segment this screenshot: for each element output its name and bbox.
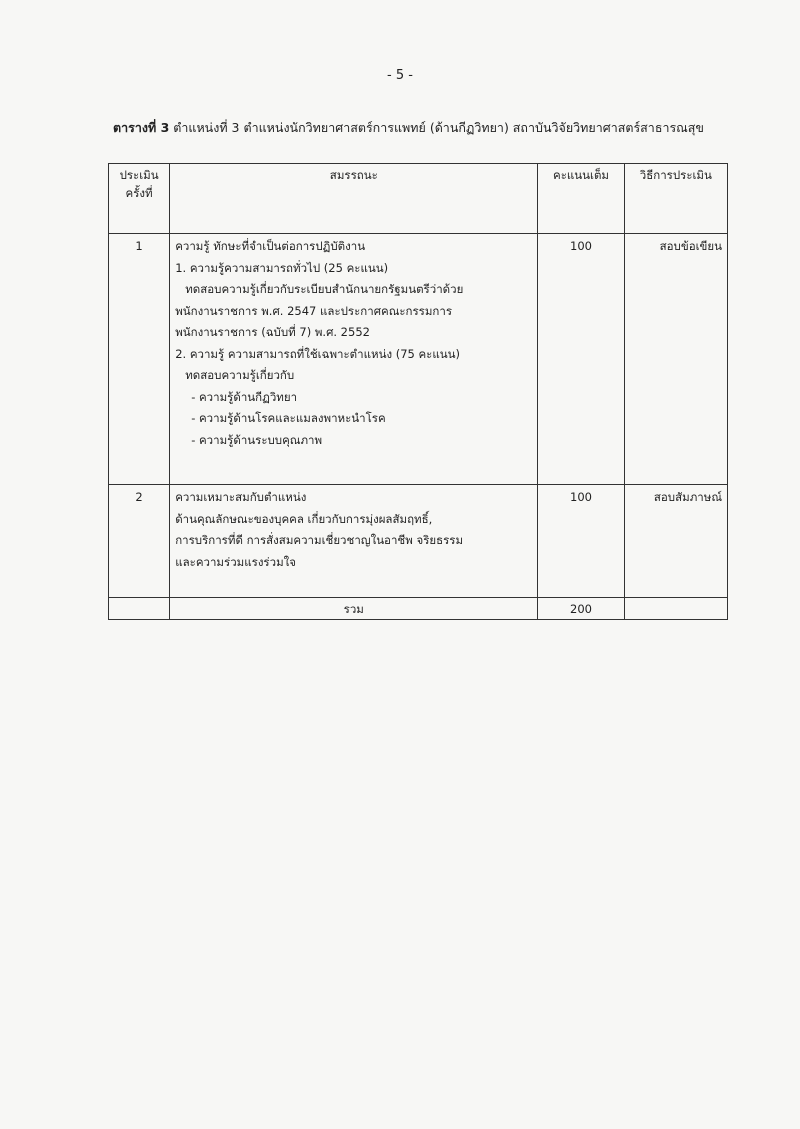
row-round: 1 <box>109 234 170 485</box>
header-round <box>109 164 170 234</box>
row-score: 100 <box>538 485 624 598</box>
table-row <box>109 234 728 485</box>
competency-line: 2. ความรู้ ความสามารถที่ใช้เฉพาะตำแหน่ง (75 คะแนน) <box>175 346 460 361</box>
table-header-row <box>109 164 728 234</box>
total-row <box>109 598 728 620</box>
assessment-table <box>108 163 728 620</box>
row-method: สอบสัมภาษณ์ <box>624 485 727 598</box>
header-method: วิธีการประเมิน <box>624 164 727 234</box>
header-round-line1: ประเมิน <box>119 168 159 182</box>
table-title <box>113 118 753 138</box>
competency-line: - ความรู้ด้านโรคและแมลงพาหะนำโรค <box>191 411 386 425</box>
total-round-cell <box>109 598 170 620</box>
row-method: สอบข้อเขียน <box>624 234 727 485</box>
total-method-cell <box>624 598 727 620</box>
row-score: 100 <box>538 234 624 485</box>
total-label: รวม <box>170 598 538 620</box>
total-score: 200 <box>538 598 624 620</box>
row-competency <box>170 234 538 485</box>
competency-line: ความรู้ ทักษะที่จำเป็นต่อการปฏิบัติงาน <box>175 239 366 253</box>
competency-line: ด้านคุณลักษณะของบุคคล เกี่ยวกับการมุ่งผลสัมฤทธิ์, <box>175 511 433 526</box>
table-row <box>109 485 728 598</box>
competency-line: - ความรู้ด้านกีฏวิทยา <box>191 389 298 404</box>
header-score: คะแนนเต็ม <box>538 164 624 234</box>
header-round-line2: ครั้งที่ <box>125 186 153 200</box>
table-title-text: ตำแหน่งที่ 3 ตำแหน่งนักวิทยาศาสตร์การแพทย์ (ด้านกีฏวิทยา) สถาบันวิจัยวิทยาศาสตร์สาธารณสุข <box>173 120 704 135</box>
competency-line: - ความรู้ด้านระบบคุณภาพ <box>191 432 323 447</box>
competency-line: พนักงานราชการ พ.ศ. 2547 และประกาศคณะกรรมการ <box>175 303 453 318</box>
competency-line: การบริการที่ดี การสั่งสมความเชี่ยวชาญในอาชีพ จริยธรรม <box>175 533 464 547</box>
competency-line: ทดสอบความรู้เกี่ยวกับระเบียบสำนักนายกรัฐมนตรีว่าด้วย <box>185 282 464 296</box>
competency-line: ทดสอบความรู้เกี่ยวกับ <box>185 368 295 382</box>
competency-line: พนักงานราชการ (ฉบับที่ 7) พ.ศ. 2552 <box>175 325 370 339</box>
row-competency <box>170 485 538 598</box>
row-round: 2 <box>109 485 170 598</box>
page-number: - 5 - <box>387 68 413 83</box>
competency-line: และความร่วมแรงร่วมใจ <box>175 554 296 569</box>
competency-line: ความเหมาะสมกับตำแหน่ง <box>175 490 307 504</box>
table-title-label: ตารางที่ 3 <box>113 120 170 135</box>
competency-line: 1. ความรู้ความสามารถทั่วไป (25 คะแนน) <box>175 260 389 275</box>
header-competency: สมรรถนะ <box>170 164 538 234</box>
